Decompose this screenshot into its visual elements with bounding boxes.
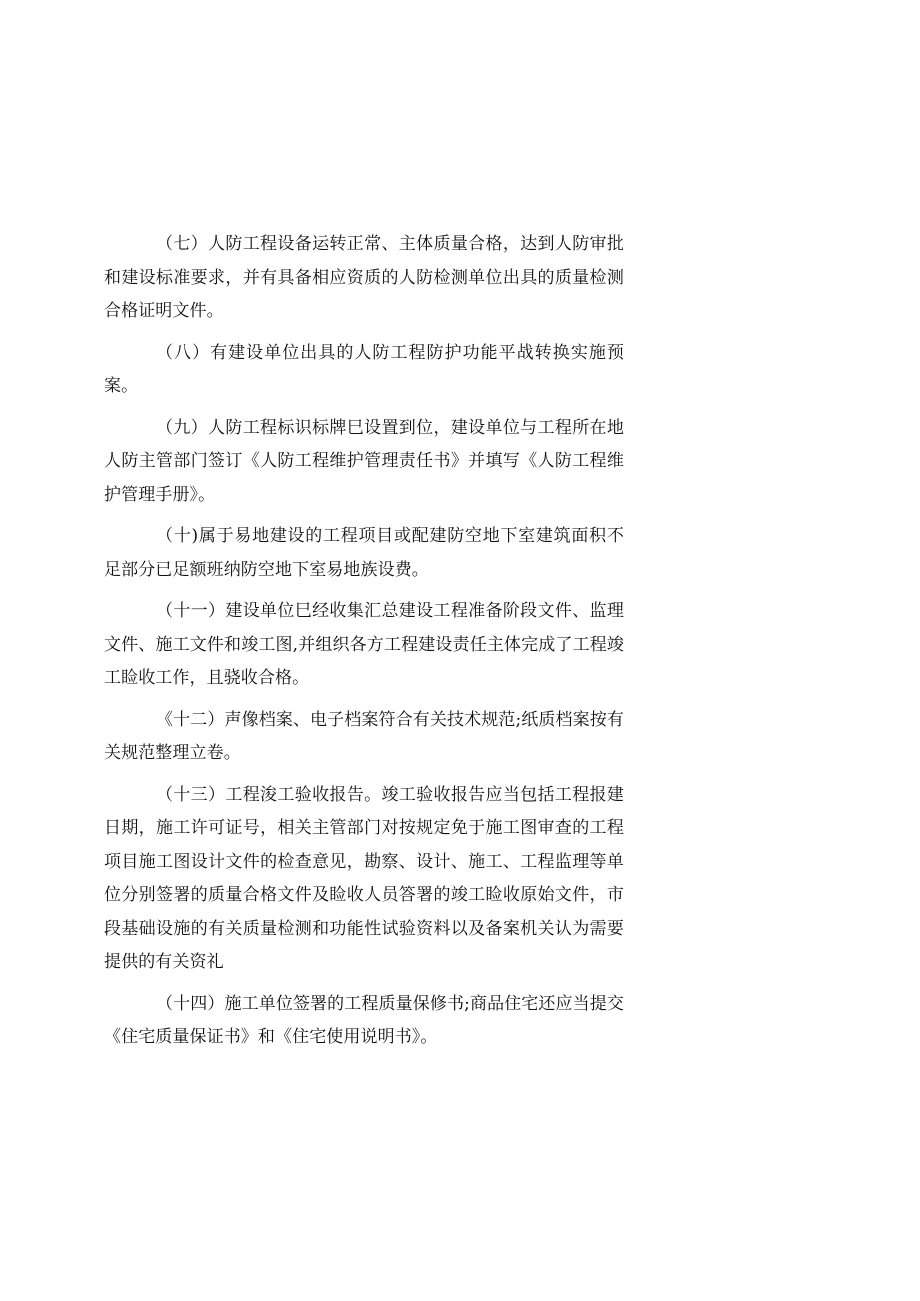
document-body	[104, 228, 624, 1063]
paragraph-item-14: （十四）施工单位签署的工程质量保修书;商品住宅还应当提交《住宅质量保证书》和《住宅使用说明书》。	[104, 993, 624, 1047]
paragraph-item-10: （十)属于易地建设的工程项目或配建防空地下室建筑面积不足部分已足额班纳防空地下室易地族设费。	[104, 526, 624, 580]
paragraph-item-11: （十一）建设单位巳经收集汇总建设工程准备阶段文件、监理文件、施工文件和竣工图,并组织各方工程建设责任主体完成了工程竣工睑收工作，且骁收合格。	[104, 601, 624, 688]
paragraph-item-13: （十三）工程浚工验收报告。竣工验收报告应当包括工程报建日期，施工许可证号，相关主管部门对按规定免于施工图审查的工程项目施工图设计文件的检查意见，勘察、设计、施工、工程监理等单位分别签署的质量合格文件及睑收人员答署的竣工睑收原始文件，市段基础设施的有关质量检测和功能性试验资料以及备案机关认为需要提供的有关资礼	[104, 784, 624, 972]
paragraph-item-12: 《十二）声像档案、电子档案符合有关技术规范;纸质档案按有关规范整理立卷。	[104, 709, 624, 763]
paragraph-item-8: （八）有建设单位出具的人防工程防护功能平战转换实施预案。	[104, 342, 624, 396]
paragraph-item-9: （九）人防工程标识标牌巳设置到位，建设单位与工程所在地人防主管部门签订《人防工程维护管理责任书》并填写《人防工程维护管理手册》。	[104, 417, 624, 505]
paragraph-item-7: （七）人防工程设备运转正常、主体质量合格，达到人防审批和建设标准要求，并有具备相应资质的人防检测单位出具的质量检测合格证明文件。	[104, 234, 624, 321]
